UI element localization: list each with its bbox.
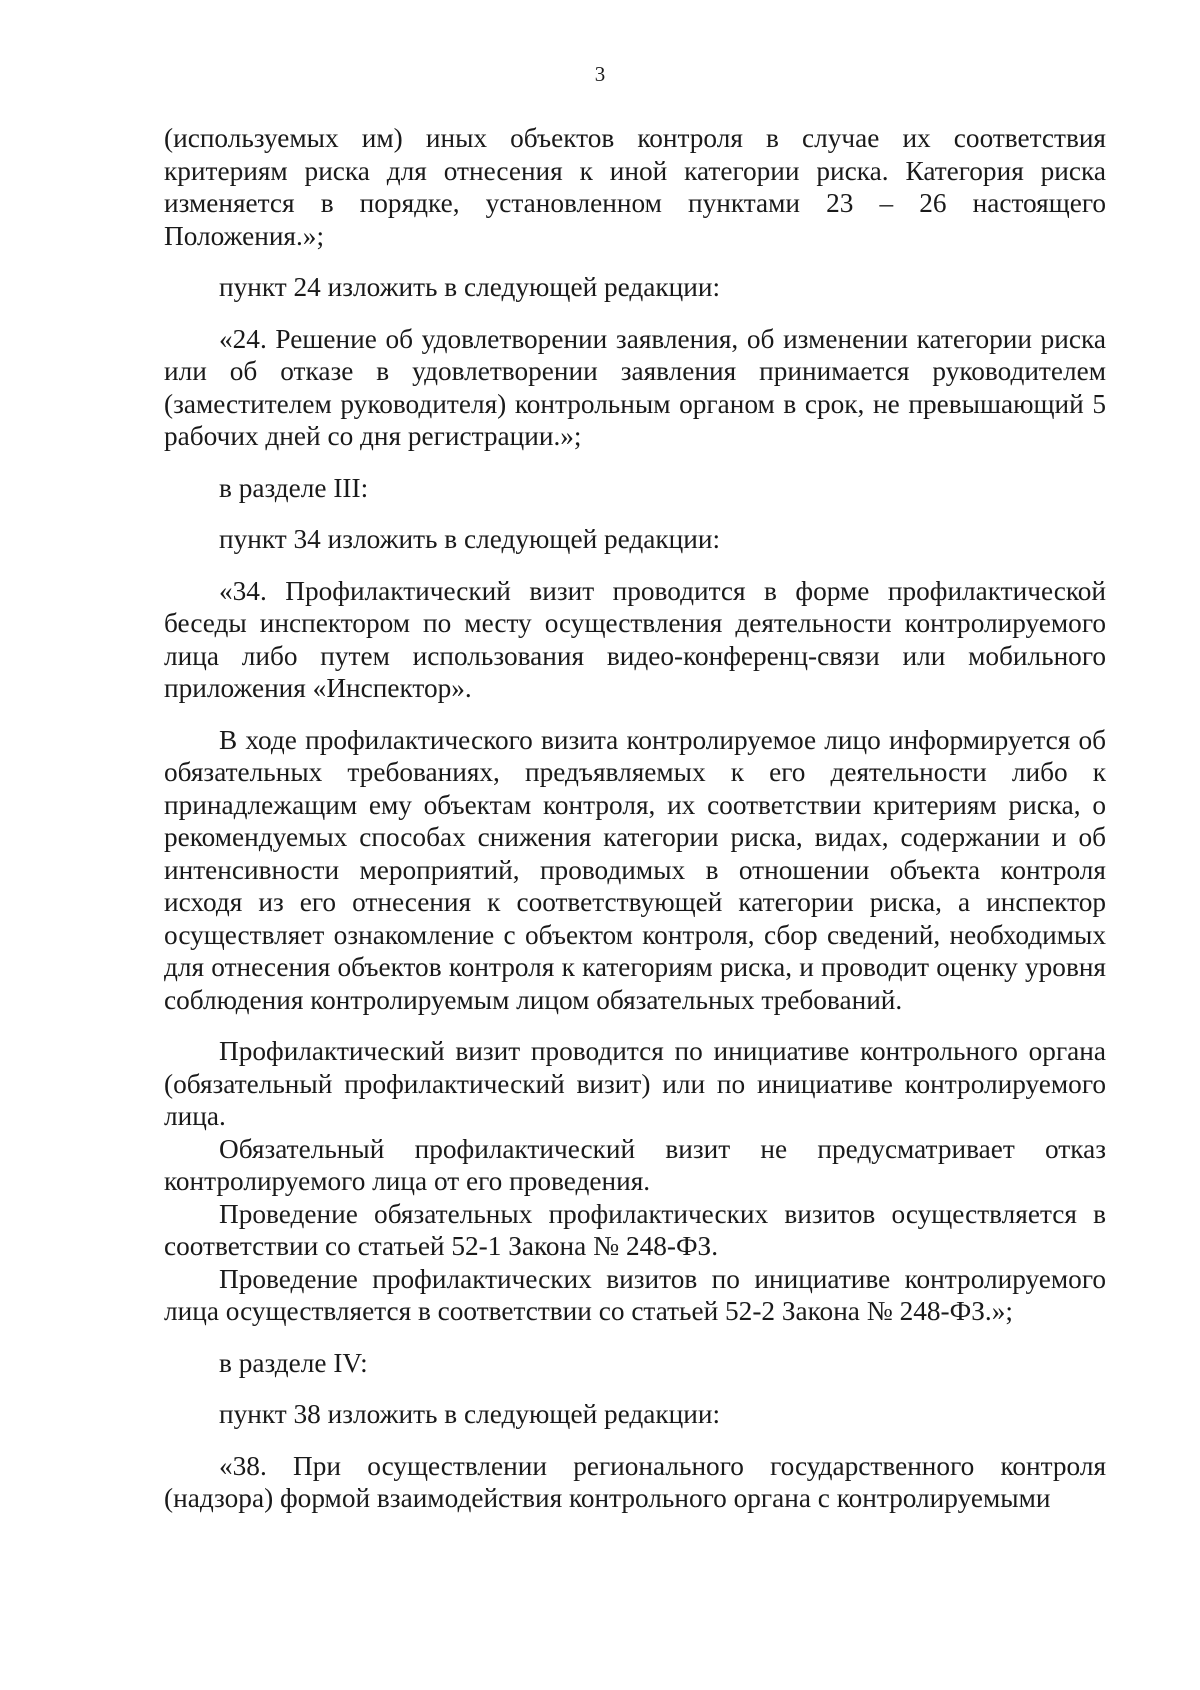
paragraph-continuation: (используемых им) иных объектов контроля в случае их соответствия критериям риска для отнесения к иной категории риска. Категория риска изменяется в порядке, установленном пунктами 23 – 26 настоящего Положения.»; (164, 123, 1106, 251)
page-number: 3 (594, 62, 606, 86)
paragraph-item-34-instruction: пункт 34 изложить в следующей редакции: (219, 524, 721, 554)
paragraph-item-34-text: «34. Профилактический визит проводится в форме профилактической беседы инспектором по месту осуществления деятельности контролируемого лица либо путем использования видео-конференц-связи или мобильного приложения «Инспектор». (164, 575, 1106, 703)
paragraph-initiative-visits-law: Проведение профилактических визитов по инициативе контролируемого лица осуществляется в соответствии со статьей 52-2 Закона № 248-ФЗ.»; (164, 1263, 1106, 1326)
paragraph-section-3: в разделе III: (219, 472, 369, 503)
paragraph-item-38-instruction: пункт 38 изложить в следующей редакции: (219, 1399, 721, 1429)
paragraph-mandatory-visit: Обязательный профилактический визит не предусматривает отказ контролируемого лица от его проведения. (164, 1133, 1106, 1196)
paragraph-visit-information: В ходе профилактического визита контролируемое лицо информируется об обязательных требованиях, предъявляемых к его деятельности либо к принадлежащим ему объектам контроля, их соответствии критериям риска, о рекомендуемых способах снижения категории риска, видах, содержании и об интенсивности мероприятий, проводимых в отношении объекта контроля исходя из его отнесения к соответствующей категории риска, а инспектор осуществляет ознакомление с объектом контроля, сбор сведений, необходимых для отнесения объектов контроля к категориям риска, и проводит оценку уровня соблюдения контролируемым лицом обязательных требований. (164, 724, 1106, 1015)
paragraph-item-24-text: «24. Решение об удовлетворении заявления, об изменении категории риска или об отказе в удовлетворении заявления принимается руководителем (заместителем руководителя) контрольным органом в срок, не превышающий 5 рабочих дней со дня регистрации.»; (164, 323, 1106, 451)
paragraph-item-24-instruction: пункт 24 изложить в следующей редакции: (219, 272, 721, 302)
paragraph-section-4: в разделе IV: (219, 1347, 368, 1378)
paragraph-mandatory-visits-law: Проведение обязательных профилактических визитов осуществляется в соответствии со статьей 52-1 Закона № 248-ФЗ. (164, 1198, 1106, 1261)
paragraph-visit-initiative: Профилактический визит проводится по инициативе контрольного органа (обязательный профилактический визит) или по инициативе контролируемого лица. (164, 1036, 1106, 1131)
paragraph-item-38-text: «38. При осуществлении регионального государственного контроля (надзора) формой взаимодействия контрольного органа с контролируемыми (164, 1450, 1106, 1513)
document-body (164, 122, 1106, 1515)
